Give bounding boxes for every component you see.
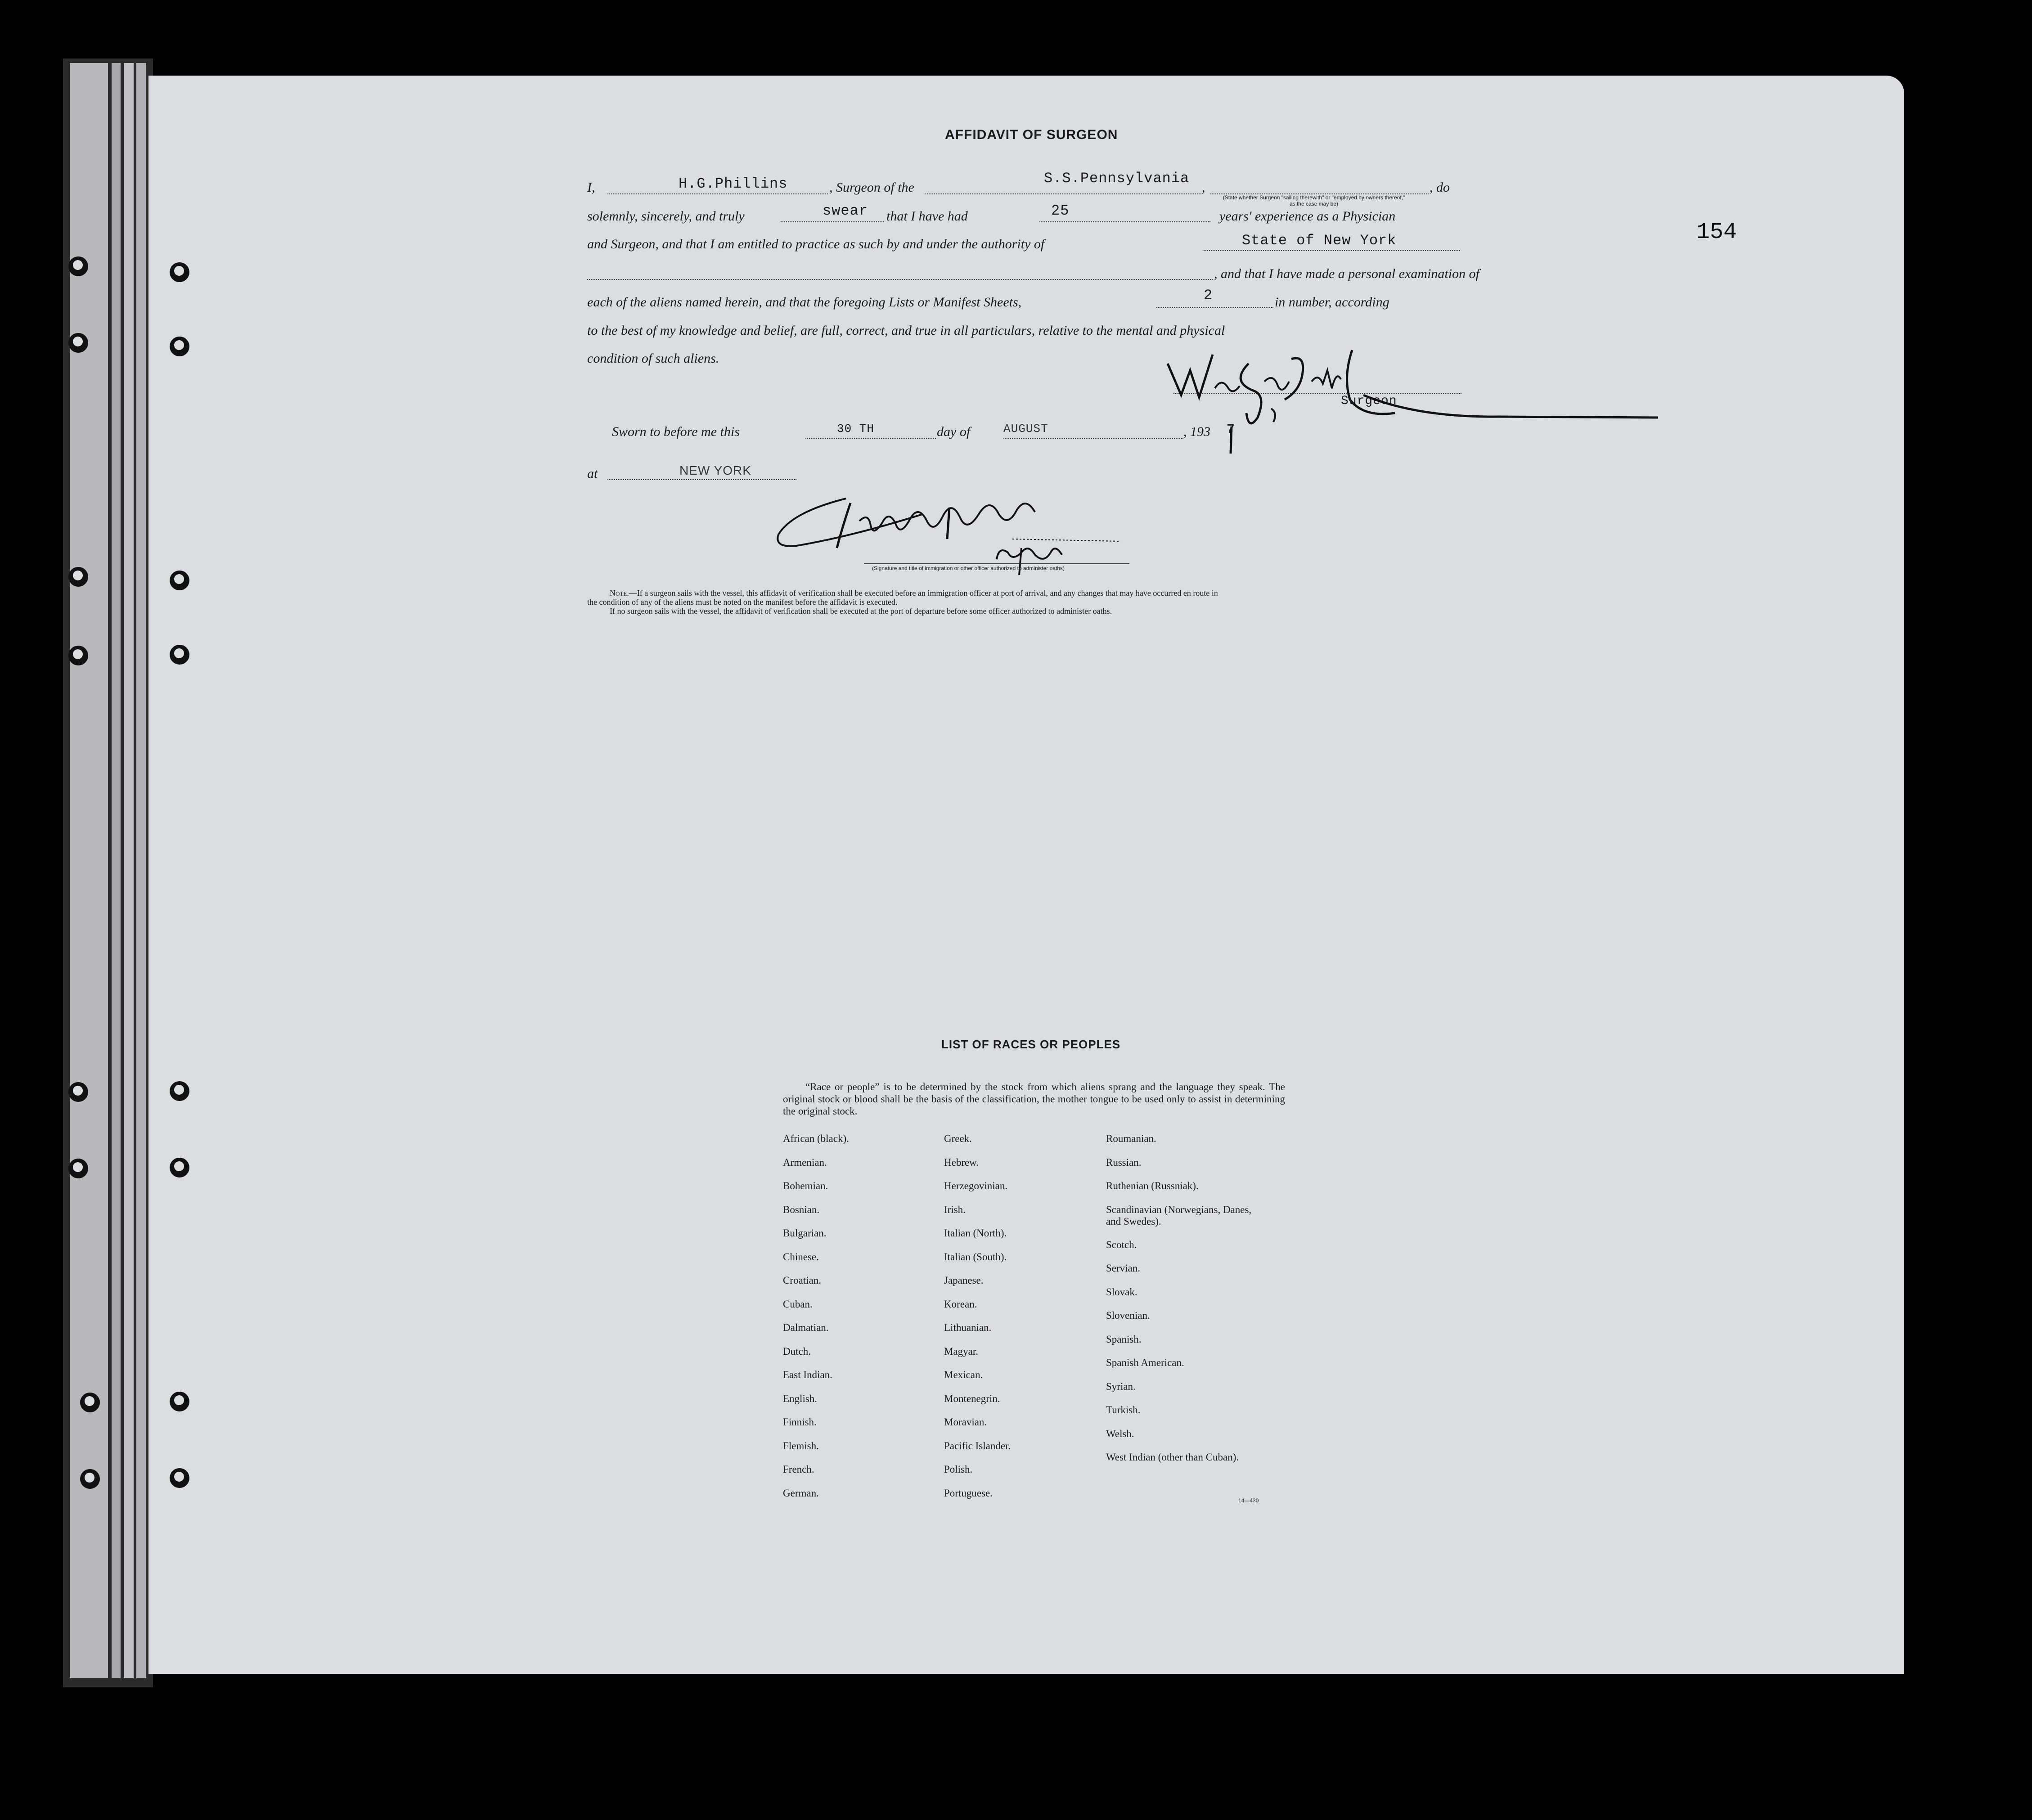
binder-hole — [68, 256, 88, 276]
races-title: LIST OF RACES OR PEOPLES — [941, 1038, 1121, 1051]
race-item: Dutch. — [783, 1345, 811, 1357]
race-item: Turkish. — [1106, 1404, 1141, 1416]
binder-edge — [136, 63, 146, 1678]
field-line — [607, 479, 796, 480]
race-item: Greek. — [944, 1133, 972, 1144]
race-item: Portuguese. — [944, 1487, 993, 1499]
race-item: Flemish. — [783, 1440, 819, 1452]
affidavit-text: Sworn to before me this — [612, 424, 740, 439]
races-intro: “Race or people” is to be determined by the stock from which aliens sprang and the language they speak. The original stock or blood shall be the basis of the classification, the mother tongue to be used only to assist in determining the original stock. — [783, 1081, 1285, 1117]
binder-hole — [80, 1393, 100, 1412]
race-item: Bosnian. — [783, 1204, 820, 1215]
race-item: Korean. — [944, 1298, 977, 1310]
oath-word: swear — [823, 202, 868, 219]
race-item: Bulgarian. — [783, 1227, 827, 1239]
race-item: Spanish American. — [1106, 1357, 1184, 1368]
surgeon-name: H.G.Phillins — [679, 175, 788, 192]
race-item: Pacific Islander. — [944, 1440, 1011, 1452]
race-item: Scotch. — [1106, 1239, 1137, 1250]
note-text: —If a surgeon sails with the vessel, this affidavit of verification shall be executed before an immigration officer at port of arrival, and any changes that may have occurred en route in — [629, 589, 1218, 598]
surgeon-label: Surgeon — [1341, 394, 1397, 408]
surgeon-signature-flourish — [1363, 391, 1660, 427]
race-item: French. — [783, 1464, 814, 1475]
race-item: Hebrew. — [944, 1156, 979, 1168]
binder-hole — [68, 1159, 88, 1178]
race-item: Welsh. — [1106, 1428, 1134, 1439]
race-item: Roumanian. — [1106, 1133, 1156, 1144]
race-item: Irish. — [944, 1204, 966, 1215]
affidavit-text: , — [1202, 180, 1205, 195]
race-item: Magyar. — [944, 1345, 979, 1357]
race-item: East Indian. — [783, 1369, 832, 1380]
field-line — [1204, 250, 1460, 251]
affidavit-note — [587, 589, 1487, 616]
race-item: Herzegovinian. — [944, 1180, 1008, 1191]
binder-hole — [68, 333, 88, 353]
race-item: Moravian. — [944, 1416, 987, 1428]
note-text: If no surgeon sails with the vessel, the affidavit of verification shall be executed at the port of departure before some officer authorized to administer oaths. — [610, 607, 1112, 616]
race-item: Cuban. — [783, 1298, 813, 1310]
race-item: Italian (South). — [944, 1251, 1007, 1263]
race-item: Japanese. — [944, 1275, 984, 1286]
affidavit-text: that I have had — [886, 209, 968, 224]
sheets-count: 2 — [1204, 287, 1213, 304]
race-item: Croatian. — [783, 1275, 821, 1286]
field-line — [607, 193, 828, 194]
binder-hole — [68, 646, 88, 665]
affidavit-text: condition of such aliens. — [587, 351, 719, 366]
sworn-month: AUGUST — [1003, 422, 1048, 436]
punch-hole — [170, 1468, 189, 1488]
page-number: 154 — [1696, 220, 1737, 245]
race-item: Chinese. — [783, 1251, 819, 1263]
race-item: Russian. — [1106, 1156, 1142, 1168]
affidavit-text: solemnly, sincerely, and truly — [587, 209, 745, 224]
note-text: the condition of any of the aliens must be noted on the manifest before the affidavit is executed. — [587, 598, 898, 607]
race-item: Scandinavian (Norwegians, Danes, and Swedes). — [1106, 1204, 1252, 1227]
print-code: 14—430 — [1238, 1497, 1259, 1504]
race-item: Dalmatian. — [783, 1322, 829, 1333]
race-item: Lithuanian. — [944, 1322, 992, 1333]
affidavit-text: , 193 — [1183, 424, 1210, 439]
affidavit-title: AFFIDAVIT OF SURGEON — [945, 127, 1118, 142]
race-item: Italian (North). — [944, 1227, 1007, 1239]
affidavit-text: , do — [1430, 180, 1450, 195]
affidavit-text: I, — [587, 180, 595, 195]
field-line — [781, 221, 884, 222]
field-line — [1003, 438, 1183, 439]
sworn-year-digit: 7 — [1227, 422, 1236, 437]
officer-signature-line — [864, 563, 1129, 564]
race-item: Polish. — [944, 1464, 973, 1475]
affidavit-text: , and that I have made a personal examination of — [1214, 266, 1479, 281]
officer-caption: (Signature and title of immigration or other officer authorized to administer oaths) — [872, 565, 1065, 571]
binder-edge — [70, 63, 108, 1678]
race-item: Armenian. — [783, 1156, 827, 1168]
affidavit-text: years' experience as a Physician — [1219, 209, 1396, 224]
note-label: Note. — [610, 589, 629, 598]
years-experience: 25 — [1051, 202, 1070, 219]
affidavit-text: day of — [937, 424, 971, 439]
punch-hole — [170, 571, 189, 590]
ship-name: S.S.Pennsylvania — [1044, 170, 1190, 187]
punch-hole — [170, 337, 189, 356]
punch-hole — [170, 1158, 189, 1177]
race-item: Syrian. — [1106, 1380, 1136, 1392]
surgeon-signature — [1163, 346, 1397, 436]
binder-hole — [68, 1082, 88, 1102]
field-line — [805, 438, 936, 439]
affidavit-text: and Surgeon, and that I am entitled to practice as such by and under the authority of — [587, 237, 1045, 252]
race-item: Bohemian. — [783, 1180, 828, 1191]
binder-edge — [112, 63, 121, 1678]
field-line — [925, 193, 1201, 194]
punch-hole — [170, 262, 189, 282]
punch-hole — [170, 645, 189, 665]
affidavit-text: in number, according — [1275, 295, 1389, 310]
affidavit-text: , Surgeon of the — [829, 180, 914, 195]
status-note: (State whether Surgeon "sailing therewith" or "employed by owners thereof," as the case may be) — [1223, 194, 1405, 207]
race-item: African (black). — [783, 1133, 849, 1144]
race-item: Mexican. — [944, 1369, 983, 1380]
binder-hole — [68, 567, 88, 587]
manifest-page — [148, 76, 1904, 1674]
sworn-place: NEW YORK — [679, 463, 751, 477]
authority-state: State of New York — [1242, 232, 1397, 249]
race-item: Servian. — [1106, 1263, 1141, 1274]
year-tick-mark — [1222, 422, 1240, 458]
binder-hole — [80, 1469, 100, 1489]
race-item: English. — [783, 1393, 818, 1404]
field-line — [1039, 221, 1210, 222]
binder-edge — [124, 63, 134, 1678]
race-item: Ruthenian (Russniak). — [1106, 1180, 1199, 1191]
race-item: Slovak. — [1106, 1286, 1137, 1298]
race-item: West Indian (other than Cuban). — [1106, 1452, 1239, 1463]
affidavit-text: each of the aliens named herein, and that the foregoing Lists or Manifest Sheets, — [587, 295, 1022, 310]
race-item: German. — [783, 1487, 819, 1499]
field-line — [587, 279, 1213, 280]
sworn-day: 30 TH — [837, 422, 875, 436]
field-line — [1156, 307, 1273, 308]
race-item: Finnish. — [783, 1416, 817, 1428]
race-item: Montenegrin. — [944, 1393, 1000, 1404]
affidavit-text: to the best of my knowledge and belief, are full, correct, and true in all particulars, relative to the mental and physical — [587, 323, 1225, 338]
affidavit-text: at — [587, 466, 598, 481]
race-item: Spanish. — [1106, 1333, 1142, 1345]
race-item: Slovenian. — [1106, 1310, 1150, 1321]
punch-hole — [170, 1081, 189, 1101]
punch-hole — [170, 1392, 189, 1411]
